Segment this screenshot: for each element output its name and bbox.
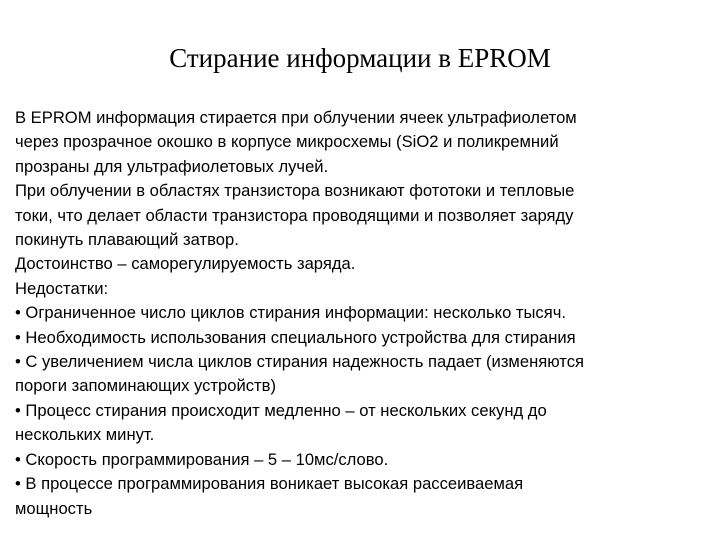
bullet-limited-cycles: • Ограниченное число циклов стирания информации: несколько тысяч. <box>15 303 566 323</box>
bullet-special-device: • Необходимость использования специального устройства для стирания <box>15 327 576 347</box>
bullet-reliability: • С увеличением числа циклов стирания надежность падает (изменяются пороги запоминающих устройств) <box>15 352 584 396</box>
slide-body <box>15 106 710 521</box>
bullet-power-dissipation: • В процессе программирования воникает высокая рассеиваемая мощность <box>15 474 524 518</box>
paragraph-photocurrents: При облучении в областях транзистора возникают фототоки и тепловые токи, что делает области транзистора проводящими и позволяет заряду покинуть плавающий затвор. <box>15 181 575 250</box>
paragraph-erasure-method: В EPROM информация стирается при облучении ячеек ультрафиолетом через прозрачное окошко в корпусе микросхемы (SiO2 и поликремний прозраны для ультрафиолетовых лучей. <box>15 108 577 176</box>
bullet-programming-speed: • Скорость программирования – 5 – 10мс/слово. <box>15 449 389 469</box>
paragraph-advantage: Достоинство – саморегулируемость заряда. <box>15 254 356 274</box>
slide-title: Стирание информации в EPROM <box>169 43 551 73</box>
bullet-slow-erasure: • Процесс стирания происходит медленно – от нескольких секунд до нескольких минут. <box>15 400 547 445</box>
paragraph-disadvantages-heading: Недостатки: <box>15 278 109 298</box>
